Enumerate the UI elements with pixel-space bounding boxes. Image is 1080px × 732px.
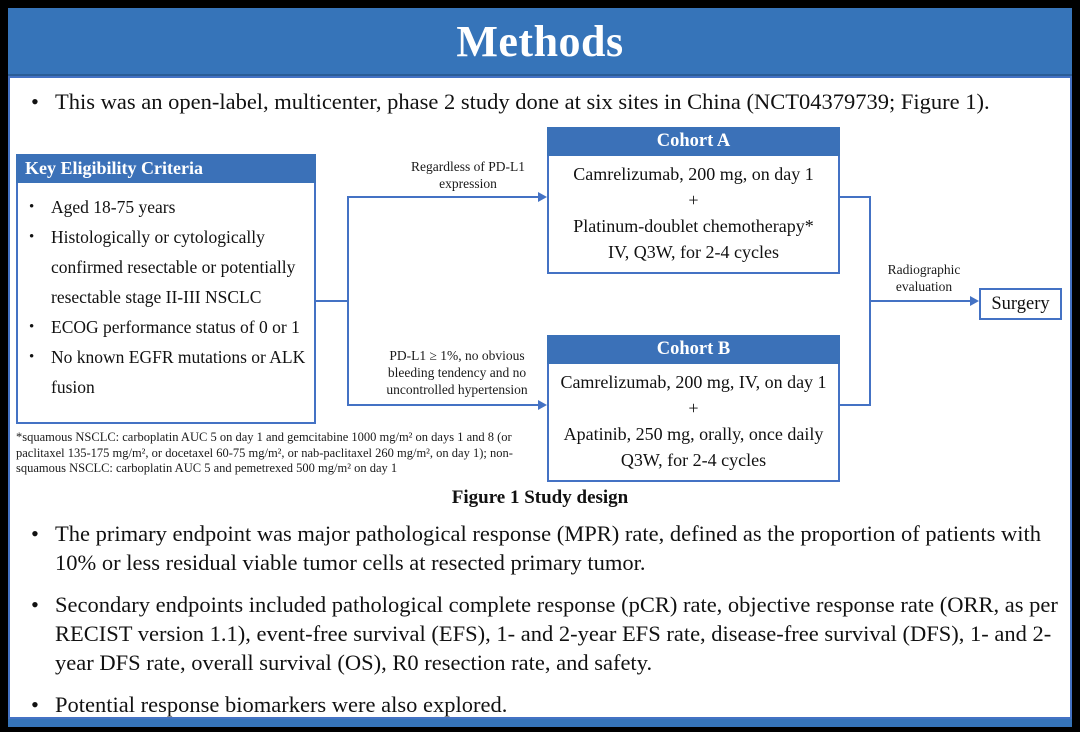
pdl1-regardless-label: Regardless of PD-L1 expression <box>411 159 525 191</box>
eligibility-item <box>26 342 310 402</box>
eligibility-item-text: Histologically or cytologically confirmed resectable or potentially resectable stage II-III NSCLC <box>51 227 296 307</box>
bullet-marker <box>26 192 51 222</box>
bottom-accent-bar <box>8 719 1072 727</box>
connector-line <box>347 196 349 406</box>
primary-endpoint-text: The primary endpoint was major pathological response (MPR) rate, defined as the proportion of patients with 10% or less residual viable tumor cells at resected primary tumor. <box>55 521 1042 575</box>
cohort-a-line: Camrelizumab, 200 mg, on day 1 <box>573 164 814 184</box>
endpoint-bullets <box>26 519 1064 732</box>
connector-line <box>316 300 348 302</box>
bullet-marker <box>26 87 55 116</box>
bullet-marker <box>26 342 51 402</box>
pdl1-positive-label: PD-L1 ≥ 1%, no obvious bleeding tendency and no uncontrolled hypertension <box>386 348 528 397</box>
connector-line <box>349 196 539 198</box>
cohort-b-box <box>547 335 840 482</box>
cohort-a-line: IV, Q3W, for 2-4 cycles <box>608 242 779 262</box>
connector-line <box>840 404 871 406</box>
plus-sign: + <box>688 190 699 210</box>
biomarkers-bullet <box>26 690 1064 719</box>
eligibility-item <box>26 312 310 342</box>
cohort-a-line: Platinum-doublet chemotherapy* <box>573 216 814 236</box>
bullet-marker <box>26 590 55 677</box>
eligibility-item-text: No known EGFR mutations or ALK fusion <box>51 347 306 397</box>
connector-line <box>840 196 871 198</box>
intro-bullet <box>26 87 1060 116</box>
eligibility-box <box>16 154 316 424</box>
cohort-b-line: Camrelizumab, 200 mg, IV, on day 1 <box>560 372 827 392</box>
biomarkers-text: Potential response biomarkers were also explored. <box>55 692 508 717</box>
cohort-b-body <box>547 364 840 482</box>
bullet-marker <box>26 690 55 719</box>
intro-bullet-text: This was an open-label, multicenter, phase 2 study done at six sites in China (NCT04379739; Figure 1). <box>55 89 990 114</box>
page-title: Methods <box>456 16 624 66</box>
cohort-a-header: Cohort A <box>547 127 840 156</box>
arrow-right-icon <box>538 192 547 202</box>
eligibility-item <box>26 222 310 312</box>
primary-endpoint-bullet <box>26 519 1064 577</box>
radiographic-evaluation-label: Radiographic evaluation <box>887 262 961 294</box>
connector-line <box>871 300 971 302</box>
plus-sign: + <box>688 398 699 418</box>
arrow-right-icon <box>970 296 979 306</box>
eligibility-item <box>26 192 310 222</box>
connector-line <box>349 404 539 406</box>
chemotherapy-footnote: *squamous NSCLC: carboplatin AUC 5 on day 1 and gemcitabine 1000 mg/m² on days 1 and 8 (or paclitaxel 135-175 mg/m², or docetaxel 60-75 mg/m², or nab-paclitaxel 260 mg/m², on day 1); non-squamous NSCLC: carboplatin AUC 5 and pemetrexed 500 mg/m² on day 1 <box>16 430 513 475</box>
title-bar <box>8 8 1072 76</box>
secondary-endpoint-text: Secondary endpoints included pathological complete response (pCR) rate, objective response rate (ORR, as per RECIST version 1.1), event-free survival (EFS), 1- and 2-year EFS rate, disease-free survival (DFS), 1- and 2-year DFS rate, overall survival (OS), R0 resection rate, and safety. <box>55 592 1058 675</box>
bullet-marker <box>26 519 55 577</box>
bullet-marker <box>26 312 51 342</box>
arrow-right-icon <box>538 400 547 410</box>
cohort-b-line: Q3W, for 2-4 cycles <box>620 450 767 470</box>
eligibility-header: Key Eligibility Criteria <box>16 154 316 183</box>
surgery-box: Surgery <box>979 288 1062 320</box>
eligibility-body <box>16 183 316 424</box>
figure-caption: Figure 1 Study design <box>451 487 629 508</box>
eligibility-item-text: Aged 18-75 years <box>51 197 176 217</box>
eligibility-item-text: ECOG performance status of 0 or 1 <box>51 317 300 337</box>
secondary-endpoint-bullet <box>26 590 1064 677</box>
cohort-b-line: Apatinib, 250 mg, orally, once daily <box>563 424 824 444</box>
cohort-a-body <box>547 156 840 274</box>
bullet-marker <box>26 222 51 312</box>
cohort-b-header: Cohort B <box>547 335 840 364</box>
cohort-a-box <box>547 127 840 274</box>
content-panel <box>8 76 1072 719</box>
